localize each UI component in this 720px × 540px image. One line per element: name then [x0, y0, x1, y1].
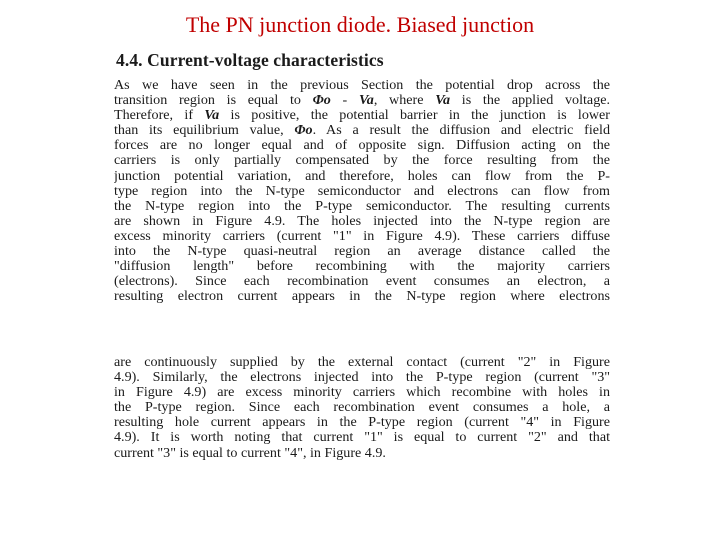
paragraph-line: junction potential variation, and therefore, holes can flow from the P- — [114, 168, 610, 184]
paragraph-line: current "3" is equal to current "4", in Figure 4.9. — [114, 445, 386, 461]
paragraph-line: "diffusion length" before recombining with the majority carriers — [114, 259, 610, 275]
paragraph-line: the N-type region into the P-type semiconductor. The resulting currents — [114, 198, 610, 214]
paragraph-line: into the N-type quasi-neutral region an average distance called the — [114, 244, 610, 260]
paragraph-line: the P-type region. Since each recombination event consumes a hole, a — [114, 400, 610, 416]
math-symbol: Va — [204, 108, 220, 124]
scanned-text-block-bottom — [114, 355, 610, 461]
paragraph-line: Therefore, if Va is positive, the potential barrier in the junction is lower — [114, 108, 610, 124]
paragraph-line: excess minority carriers (current "1" in Figure 4.9). These carriers diffuse — [114, 228, 610, 244]
paragraph-line: 4.9). It is worth noting that current "1" is equal to current "2" and that — [114, 430, 610, 446]
paragraph-line: As we have seen in the previous Section the potential drop across the — [114, 78, 610, 93]
paragraph-line: (electrons). Since each recombination event consumes an electron, a — [114, 274, 610, 290]
slide-title: The PN junction diode. Biased junction — [185, 12, 535, 37]
paragraph-line: carriers is only partially compensated by the force resulting from the — [114, 153, 610, 169]
paragraph-bottom — [114, 355, 610, 461]
paragraph-top — [114, 78, 610, 304]
paragraph-line: are shown in Figure 4.9. The holes injected into the N-type region are — [114, 213, 610, 229]
paragraph-line: than its equilibrium value, Φo. As a result the diffusion and electric field — [114, 123, 610, 139]
paragraph-line: in Figure 4.9) are excess minority carriers which recombine with holes in — [114, 385, 610, 401]
paragraph-line: 4.9). Similarly, the electrons injected into the P-type region (current "3" — [114, 370, 610, 386]
math-symbol: Va — [358, 93, 374, 109]
math-symbol: Φo — [312, 93, 331, 109]
paragraph-line: type region into the N-type semiconductor and electrons can flow from — [114, 183, 610, 199]
math-symbol: Va — [435, 93, 451, 109]
paragraph-line: resulting electron current appears in the N-type region where electrons — [114, 289, 610, 305]
scanned-text-block-top — [114, 50, 610, 304]
paragraph-line: are continuously supplied by the external contact (current "2" in Figure — [114, 355, 610, 370]
math-symbol: Φo — [294, 123, 313, 139]
section-heading: 4.4. Current-voltage characteristics — [116, 50, 384, 70]
paragraph-line: forces are no longer equal and of opposite sign. Diffusion acting on the — [114, 138, 610, 154]
paragraph-line: transition region is equal to Φo - Va, where Va is the applied voltage. — [114, 93, 610, 109]
paragraph-line: resulting hole current appears in the P-type region (current "4" in Figure — [114, 415, 610, 431]
